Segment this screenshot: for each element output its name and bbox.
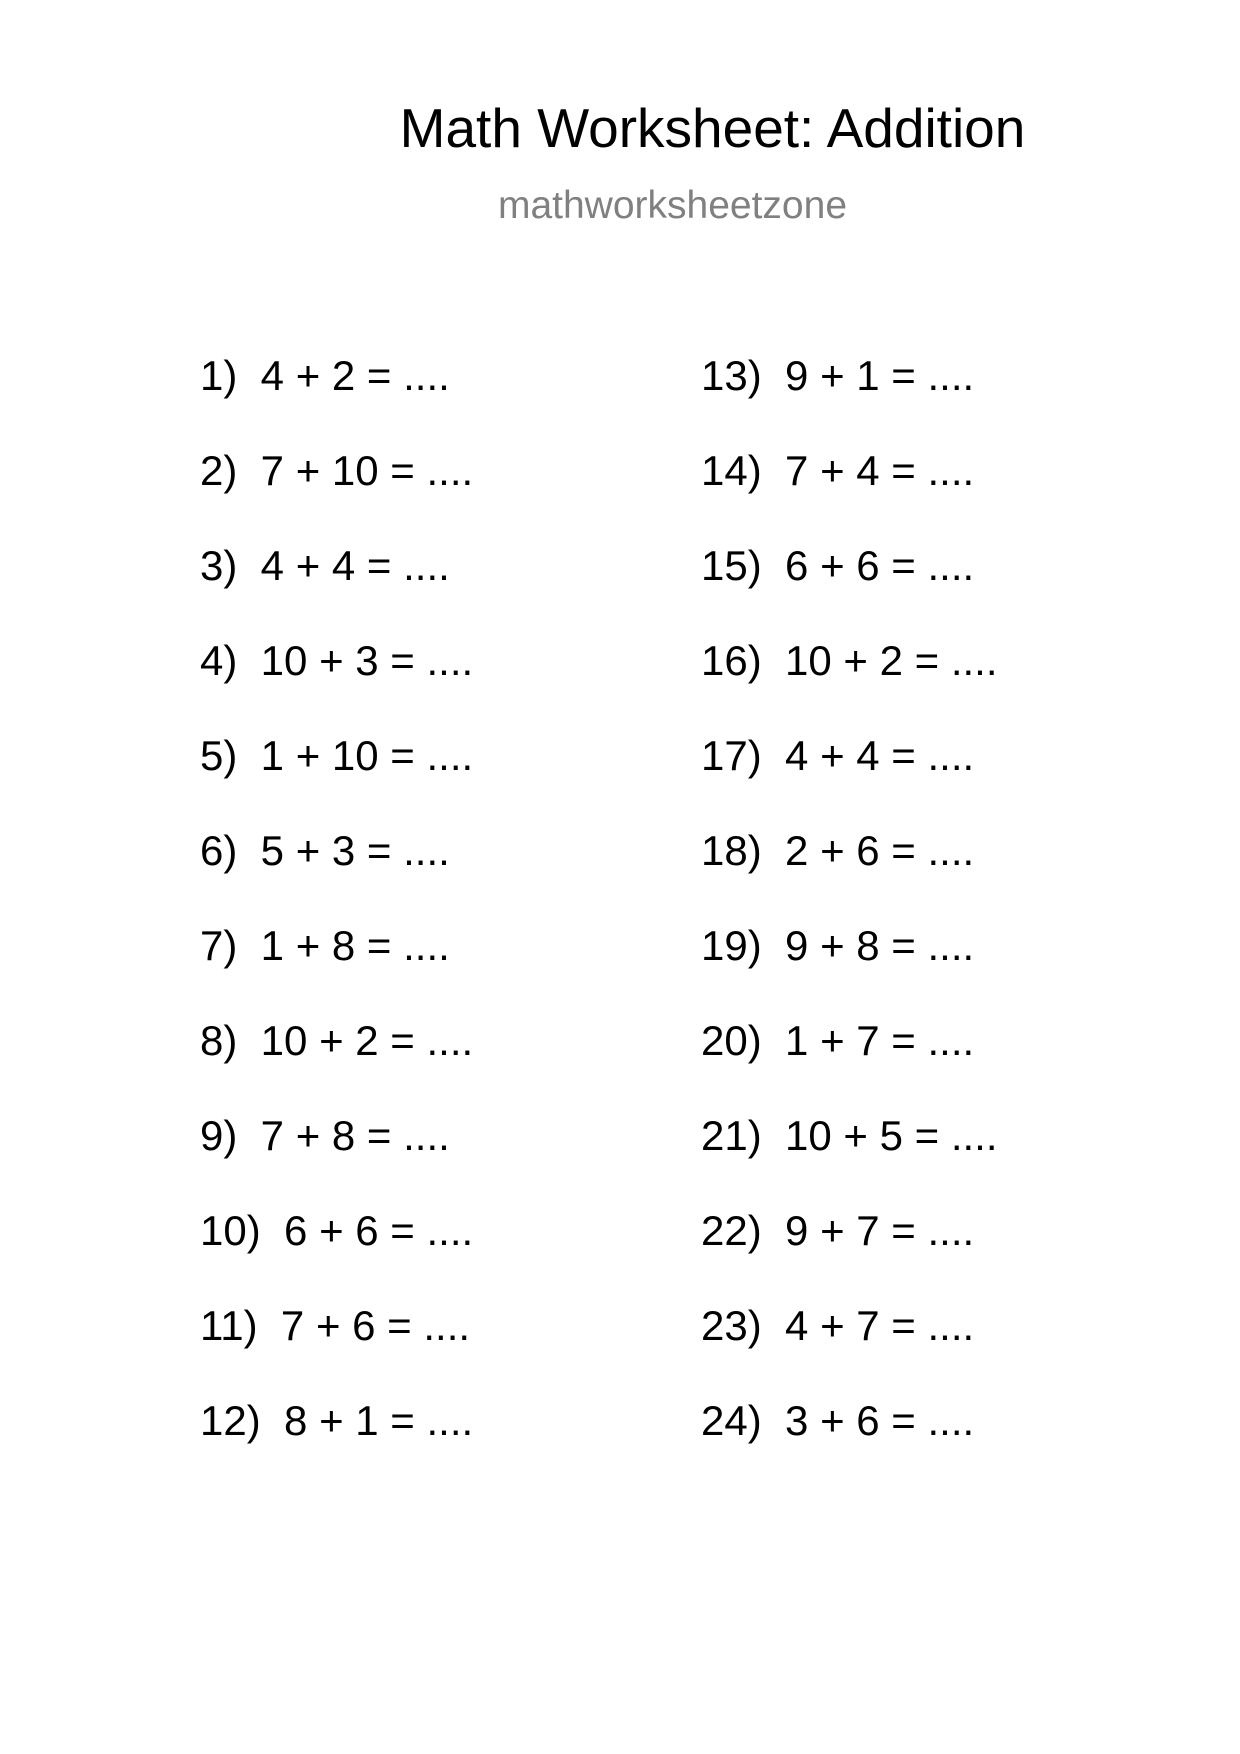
problem-4: 4) 10 + 3 = .... <box>200 637 474 684</box>
problem-23: 23) 4 + 7 = .... <box>701 1302 975 1349</box>
problem-14: 14) 7 + 4 = .... <box>701 447 975 494</box>
problem-column-left <box>200 352 473 1492</box>
problem-10: 10) 6 + 6 = .... <box>200 1207 474 1254</box>
problem-24: 24) 3 + 6 = .... <box>701 1397 975 1444</box>
problem-19: 19) 9 + 8 = .... <box>701 922 975 969</box>
problem-7: 7) 1 + 8 = .... <box>200 922 450 969</box>
problem-20: 20) 1 + 7 = .... <box>701 1017 975 1064</box>
problem-9: 9) 7 + 8 = .... <box>200 1112 450 1159</box>
problem-1: 1) 4 + 2 = .... <box>200 352 450 399</box>
problem-21: 21) 10 + 5 = .... <box>701 1112 998 1159</box>
worksheet-title: Math Worksheet: Addition <box>399 97 1026 159</box>
problem-3: 3) 4 + 4 = .... <box>200 542 450 589</box>
problem-18: 18) 2 + 6 = .... <box>701 827 975 874</box>
problem-11: 11) 7 + 6 = .... <box>200 1302 471 1349</box>
problem-16: 16) 10 + 2 = .... <box>701 637 998 684</box>
problem-13: 13) 9 + 1 = .... <box>701 352 975 399</box>
problem-6: 6) 5 + 3 = .... <box>200 827 450 874</box>
problem-15: 15) 6 + 6 = .... <box>701 542 975 589</box>
problem-2: 2) 7 + 10 = .... <box>200 447 474 494</box>
problem-17: 17) 4 + 4 = .... <box>701 732 975 779</box>
problem-22: 22) 9 + 7 = .... <box>701 1207 975 1254</box>
worksheet-subtitle: mathworksheetzone <box>497 184 848 227</box>
problem-column-right <box>701 352 998 1492</box>
problem-12: 12) 8 + 1 = .... <box>200 1397 474 1444</box>
problem-5: 5) 1 + 10 = .... <box>200 732 474 779</box>
problem-8: 8) 10 + 2 = .... <box>200 1017 474 1064</box>
